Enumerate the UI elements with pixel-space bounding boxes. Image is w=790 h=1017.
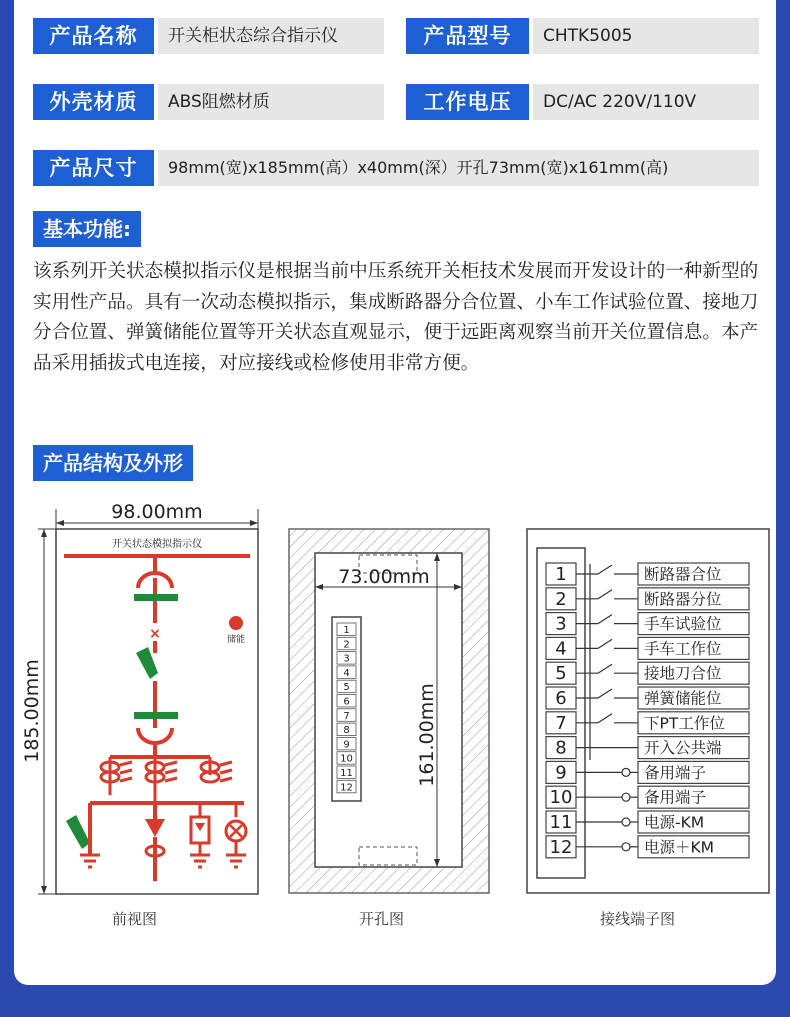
terminal-number: 4 bbox=[555, 638, 567, 660]
front-height-dim: 185.00mm bbox=[21, 659, 43, 763]
cutout-terminal-number: 10 bbox=[340, 753, 353, 765]
terminal-number: 3 bbox=[555, 613, 567, 635]
front-view-figure bbox=[14, 495, 264, 905]
cutout-terminal-number: 3 bbox=[343, 653, 350, 665]
terminal-label: 下PT工作位 bbox=[644, 714, 725, 733]
terminal-wiring-figure bbox=[526, 528, 771, 895]
terminal-label: 手车试验位 bbox=[644, 615, 722, 634]
cutout-terminal-number: 9 bbox=[343, 739, 350, 751]
spec-model-value: CHTK5005 bbox=[533, 18, 759, 54]
structure-title: 产品结构及外形 bbox=[33, 445, 193, 481]
terminal-number: 1 bbox=[555, 564, 567, 585]
cutout-terminal-number: 2 bbox=[343, 639, 350, 651]
main-busbar bbox=[64, 554, 250, 558]
terminal-number: 6 bbox=[555, 688, 567, 709]
terminal-open-point bbox=[622, 793, 630, 801]
spec-shell-value: ABS阻燃材质 bbox=[158, 84, 384, 120]
cutout-terminal-number: 8 bbox=[343, 725, 350, 737]
cutout-terminal-number: 1 bbox=[343, 625, 350, 636]
terminal-label: 电源＋KM bbox=[644, 838, 715, 857]
cutout-view-caption: 开孔图 bbox=[359, 910, 405, 928]
terminal-number: 2 bbox=[555, 588, 567, 610]
functions-text: 该系列开关状态模拟指示仪是根据当前中压系统开关柜技术发展而开发设计的一种新型的实用性产品。具有一次动态模拟指示，集成断路器分合位置、小车工作试验位置、接地刀分合位置、弹簧储能位置等开关状态直观显示，便于远距离观察当前开关位置信息。本产品采用插拔式电连接，对应接线或检修使用非常方便。 bbox=[33, 261, 759, 374]
front-view-caption: 前视图 bbox=[112, 910, 158, 928]
spec-model-label: 产品型号 bbox=[406, 18, 529, 54]
spec-name-label: 产品名称 bbox=[33, 18, 154, 54]
terminal-open-point bbox=[622, 843, 630, 851]
spec-size-label: 产品尺寸 bbox=[33, 150, 154, 186]
terminal-label: 电源-KM bbox=[644, 813, 705, 832]
spec-voltage-label: 工作电压 bbox=[406, 84, 529, 120]
terminal-number: 8 bbox=[555, 737, 567, 759]
spec-shell-label: 外壳材质 bbox=[33, 84, 154, 120]
spec-size-value: 98mm(宽)x185mm(高）x40mm(深）开孔73mm(宽)x161mm(高) bbox=[158, 150, 759, 186]
terminal-label: 开入公共端 bbox=[644, 739, 722, 758]
terminal-number: 10 bbox=[549, 787, 573, 809]
terminal-label: 断路器分位 bbox=[644, 590, 722, 609]
cutout-width-dim: 73.00mm bbox=[338, 566, 430, 588]
terminal-number: 7 bbox=[555, 712, 567, 734]
spec-voltage-value: DC/AC 220V/110V bbox=[533, 84, 759, 120]
terminal-label: 手车工作位 bbox=[644, 639, 722, 658]
front-panel-title: 开关状态模拟指示仪 bbox=[112, 539, 202, 550]
cutout-height-dim: 161.00mm bbox=[416, 683, 438, 787]
upper-trolley-indicator bbox=[134, 594, 178, 601]
front-width-dim: 98.00mm bbox=[111, 501, 203, 523]
cutout-terminal-number: 6 bbox=[343, 696, 350, 708]
breaker-cross-mark: × bbox=[149, 626, 161, 642]
cutout-terminal-number: 4 bbox=[343, 667, 350, 679]
cutout-terminal-number: 7 bbox=[343, 710, 350, 722]
terminal-number: 12 bbox=[549, 836, 573, 858]
lower-trolley-indicator bbox=[134, 712, 178, 719]
energy-storage-label: 储能 bbox=[226, 635, 246, 645]
terminal-label: 弹簧储能位 bbox=[644, 689, 722, 708]
functions-title: 基本功能: bbox=[33, 211, 141, 247]
cutout-terminal-number: 12 bbox=[340, 782, 353, 794]
terminal-label: 备用端子 bbox=[644, 788, 707, 807]
terminal-label: 备用端子 bbox=[644, 763, 707, 782]
cutout-view-figure bbox=[287, 527, 492, 897]
terminal-number: 9 bbox=[555, 762, 567, 784]
spec-name-value: 开关柜状态综合指示仪 bbox=[158, 18, 384, 54]
terminal-label: 断路器合位 bbox=[644, 565, 722, 584]
terminal-number: 11 bbox=[549, 812, 573, 833]
terminal-view-caption: 接线端子图 bbox=[600, 910, 676, 928]
cutout-terminal-number: 11 bbox=[340, 768, 353, 779]
terminal-open-point bbox=[622, 768, 630, 776]
cutout-terminal-number: 5 bbox=[343, 682, 350, 694]
terminal-label: 接地刀合位 bbox=[644, 664, 722, 683]
terminal-open-point bbox=[622, 818, 630, 826]
terminal-number: 5 bbox=[555, 663, 567, 685]
energy-storage-led bbox=[229, 616, 243, 630]
